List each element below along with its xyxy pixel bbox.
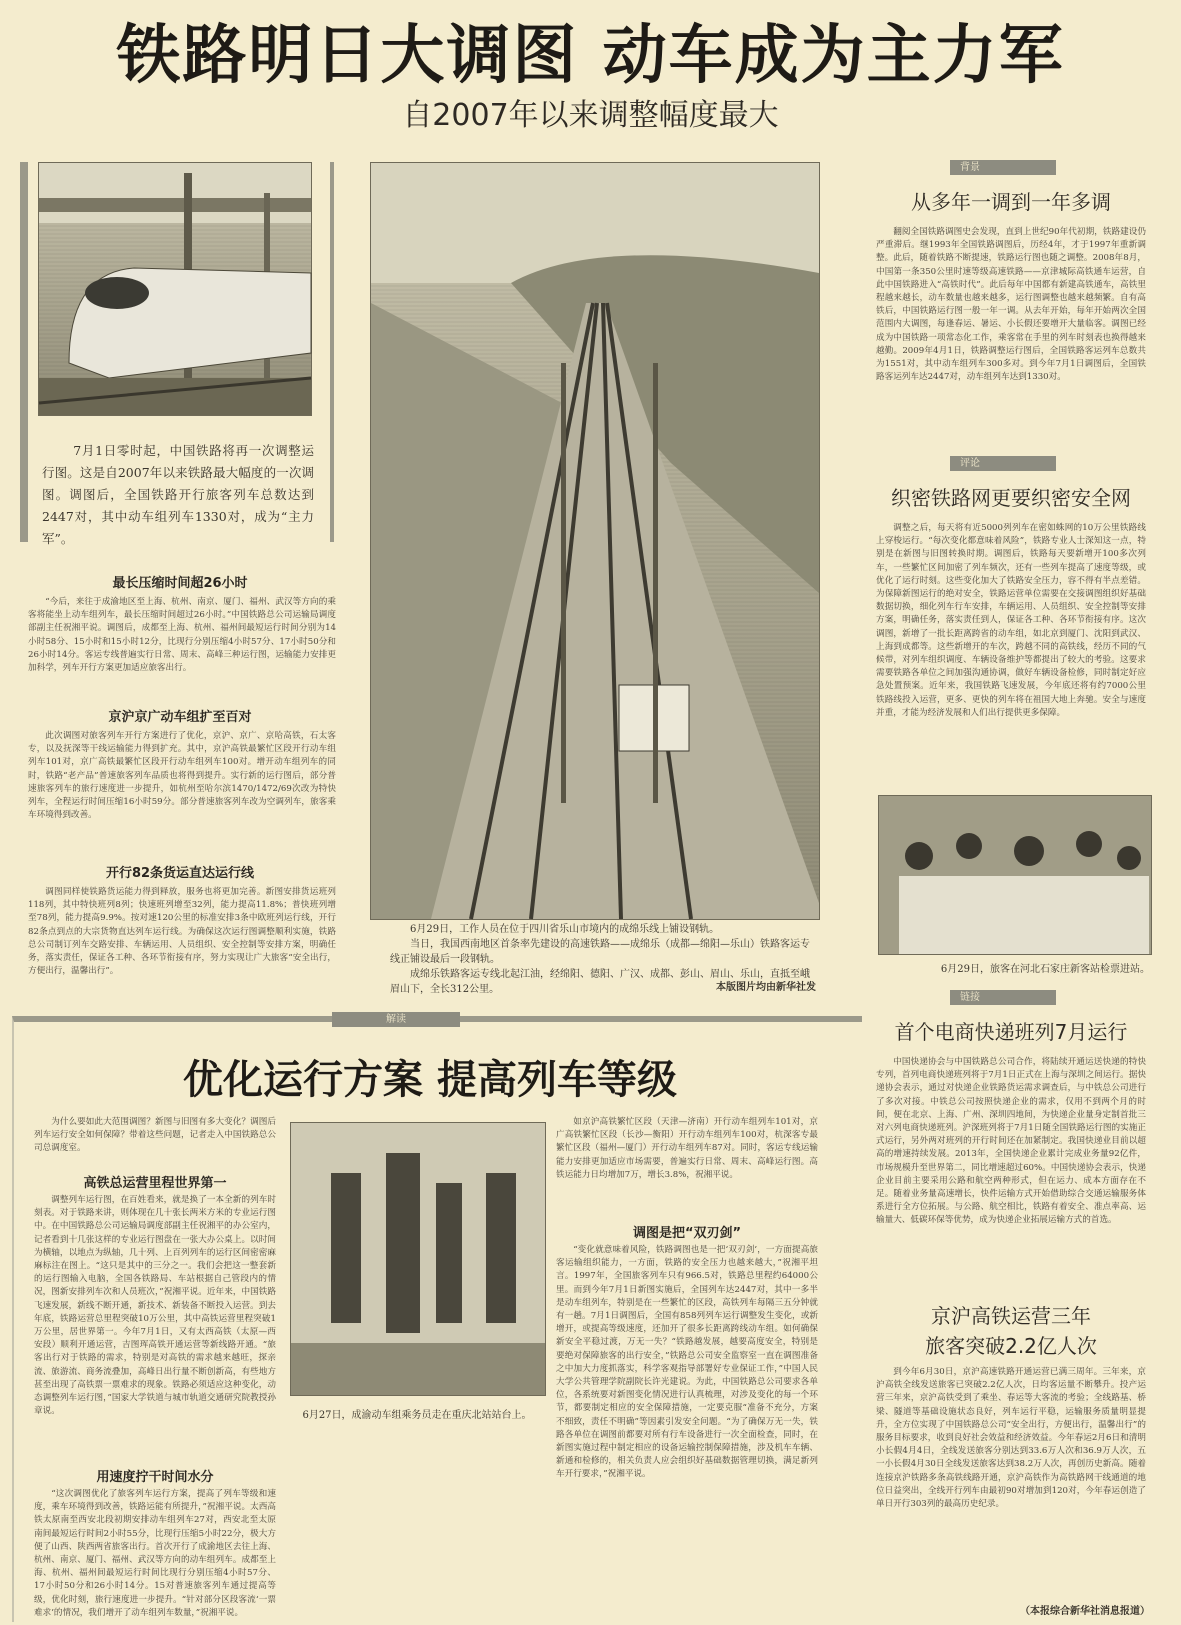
feature-section-title: 调图是把“双刃剑” — [632, 1226, 742, 1241]
train-attendants-illustration — [291, 1123, 545, 1395]
feature-intro: 为什么要如此大范围调图？新图与旧图有多大变化？调图后列车运行安全如何保障？带着这些问题，记者走入中国铁路总公司总调度室。 — [34, 1117, 276, 1154]
passengers-photo — [878, 795, 1152, 955]
section-title: 最长压缩时间超26小时 — [112, 576, 248, 591]
analysis-tag: 解读 — [332, 1012, 460, 1027]
section-body: 调图同样使铁路货运能力得到释放，服务也将更加完善。新图安排货运班列118列，其中特快班列8列；快速班列增至32列，能力提高11.8%；普快班列增至78列，能力提高9.9%。按对速120公里的标准安排3条中欧班列运行线，开行82条点到点的大宗货物直达列车运行线。为确保这次运行图调整顺利实施，铁路总公司制订列车交路安排、车辆运用、人员组织、安全控制等安排方案，明确任务，落实责任，保证各工种、各环节衔接有序，努力实现让广大旅客“安全出行，方便出行，温馨出行”。 — [28, 887, 336, 977]
link-tag: 链接 — [950, 990, 1056, 1005]
link-body: 中国快递协会与中国铁路总公司合作，将陆续开通运送快递的特快专列，首列电商快递班列将于7月1日正式在上海与深圳之间运行。据快递协会表示，通过对快递企业铁路货运需求调查后，与中铁总公司进行了多次对接。中铁总公司按照快递企业的需求，仅用不到两个月的时间，便在北京、上海、广州、深圳四地间，为快递企业量身定制首批三对六列电商快递班列。沪深班列将于7月1日随全国铁路运行图的实施正式运行，另外两对班列的开行时间还在加紧制定。我国快递业目前以超高的增速持续发展。2013年，全国快递企业累计完成业务量92亿件，市场规模升至世界第二，同比增速超过60%。中国快递协会表示，快递企业目前主要采用公路和航空两种形式，但在运力、成本方面存在不足。随着业务量高速增长，快件运输方式开始借助综合交通运输服务体系进行全方位拓展。与公路、航空相比，铁路有着安全、准点率高、运输量大、低碳环保等优势，成为快递企业拓展运输方式的首选。 — [876, 1057, 1146, 1226]
center-photo-caption-2: 当日，我国西南地区首条率先建设的高速铁路——成绵乐（成都—绵阳—乐山）铁路客运专线正铺设最后一段钢轨。 — [390, 939, 810, 965]
section-title: 京沪京广动车组扩至百对 — [108, 710, 252, 725]
right-credit: （本报综合新华社消息报道） — [1020, 1606, 1150, 1617]
attendants-photo-caption: 6月27日，成渝动车组乘务员走在重庆北站站台上。 — [302, 1410, 532, 1421]
train-photo — [38, 162, 312, 416]
center-photo-caption-3: 成绵乐铁路客运专线北起江油，经绵阳、德阳、广汉、成都、彭山、眉山、乐山，直抵至峨眉山下，全长312公里。 — [390, 969, 810, 995]
passengers-photo-caption: 6月29日，旅客在河北石家庄新客站检票进站。 — [940, 964, 1150, 975]
link-title: 首个电商快递班列7月运行 — [894, 1020, 1128, 1044]
photo-credit: 本版图片均由新华社发 — [716, 982, 816, 993]
background-body: 翻阅全国铁路调图史会发现，直到上世纪90年代初期，铁路建设仍严重滞后。继1993年全国铁路调图后，历经4年，才于1997年重新调整。此后，随着铁路不断提速，铁路运行图也随之调整。2008年8月，中国第一条350公里时速等级高速铁路——京津城际高铁通车运营，自此中国铁路进入“高铁时代”。此后每年中国都有新建高铁通车，高铁里程越来越长，动车数量也越来越多，运行图调整也越来越频繁。自有高铁后，中国铁路运行图一般一年一调。从去年开始，每年开始两次全国范围内大调图，每逢春运、暑运、小长假还要增开大量临客。调图已经成为中国铁路一项常态化工作，乘客常在手里的列车时刻表也换得越来越勤。2009年4月1日，铁路调整运行图后，全国铁路客运列车总数共为1551对，其中动车组列车300多对。到今年7月1日调图后，全国铁路客运列车达2447对，动车组列车达到1330对。 — [876, 227, 1146, 383]
feature-title: 优化运行方案 提高列车等级 — [183, 1056, 677, 1103]
high-speed-train-illustration — [39, 163, 311, 415]
center-photo-caption-1: 6月29日，工作人员在位于四川省乐山市境内的成绵乐线上铺设钢轨。 — [410, 924, 720, 935]
highspeed-anniv-title-2: 旅客突破2.2亿人次 — [925, 1334, 1097, 1358]
highspeed-anniv-title-1: 京沪高铁运营三年 — [931, 1304, 1091, 1328]
lead-paragraph: 7月1日零时起，中国铁路将再一次调整运行图。这是自2007年以来铁路最大幅度的一次调图。调图后，全国铁路开行旅客列车总数达到2447对，其中动车组列车1330对，成为“主力军”。 — [42, 443, 314, 546]
attendants-photo — [290, 1122, 546, 1396]
feature-section-body: 调整列车运行图，在百姓看来，就是换了一本全新的列车时刻表。对于铁路来讲，则体现在几十张长两米方米的专业运行图中。在中国铁路总公司运输局调度部副主任祝湘平的办公室内，记者看到十几张这样的专业运行图盘在一张大办公桌上。以时间为横轴，以地点为纵轴，几十列、上百列列车的运行区间密密麻麻标注在图上。“这只是其中的三分之一。我们会把这一整套新的运行图输入电脑，全国各铁路局、车站根据自己管段内的情况，图新安排列车次和人员班次，”祝湘平说。近年来，中国铁路飞速发展，新线不断开通，新技术、新装备不断投入运营。到去年底，铁路运营总里程突破10万公里，其中高铁运营里程突破1万公里，居世界第一。今年7月1日，又有太西高铁（太原—西安段）顺利开通运营，吉图珲高铁开通运营等新线路开通。“旅客出行对于铁路的需求，特别是对高铁的需求越来越旺，探亲流、旅游流、商务流叠加，高峰日出行量不断创新高，有些地方甚至出现了高铁票一票难求的现象。铁路必须适应这种变化，动态调整列车运行图，”国家大学铁道与城市轨道交通研究院教授孙章说。 — [34, 1195, 276, 1417]
highspeed-anniv-body: 到今年6月30日，京沪高速铁路开通运营已满三周年。三年来，京沪高铁全线发送旅客已突破2.2亿人次，日均客运量不断攀升。投产运营三年来，京沪高铁受到了乘坐、春运等大客流的考验；全线路基、桥梁、隧道等基础设施状态良好，列车运行平稳，运输服务质量明显提升，全方位实现了中国铁路总公司“安全出行，方便出行，温馨出行”的服务目标要求，收到良好社会效益和经济效益。今年春运2月6日和清明小长假4月4日，全线发送旅客分别达到33.6万人次和36.9万人次，五一小长假4月30日全线发送旅客达到38.2万人次，再创历史新高。随着连接京沪铁路多条高铁线路开通，京沪高铁作为高铁路网干线通道的地位日益突出，全线开行列车由最初90对增加到120对，今年春运创造了单日开行303列的最高历史纪录。 — [876, 1367, 1146, 1510]
feature-section-body: 如京沪高铁繁忙区段（天津—济南）开行动车组列车101对，京广高铁繁忙区段（长沙—衡阳）开行动车组列车100对，杭深客专最繁忙区段（福州—厦门）开行动车组列车87对。同时，客运专线运输能力安排更加适应市场需要，普遍实行日常、周末、高峰运行图。高铁运能力日均增加7万，增长3.8%，祝湘平说。 — [556, 1117, 818, 1180]
feature-section-body: “这次调图优化了旅客列车运行方案，提高了列车等级和速度，乘车环境得到改善，铁路运能有所提升，”祝湘平说。太西高铁太原南至西安北段初期安排动车组列车27对，西安北至太原南间最短运行时间2小时55分，比现行压缩5小时22分，极大方便了山西、陕西两省旅客出行。首次开行了成渝地区去往上海、杭州、南京、厦门、福州、武汉等方向的动车组列车。成都至上海、杭州、福州间最短运行时间比现行分别压缩4小时57分、17小时50分和26小时14分。15对普速旅客列车通过提高等级，优化时刻，旅行速度进一步提升。“针对部分区段客流‘一票难求’的情况，我们增开了动车组列车数量，”祝湘平说。 — [34, 1489, 276, 1618]
left-frame-bar — [20, 162, 28, 542]
section-body: “今后，来往于成渝地区至上海、杭州、南京、厦门、福州、武汉等方向的乘客将能坐上动车组列车，最长压缩时间超过26小时。”中国铁路总公司运输局调度部副主任祝湘平说。调图后，成都至上海、杭州、福州间最短运行时间分别为14小时58分、15小时和15小时12分，比现行分别压缩4小时57分、17小时50分和26小时14分。客运专线普遍实行日常、周末、高峰三种运行图，运输能力安排更加科学，列车开行方案更加适应旅客出行。 — [28, 597, 336, 674]
feature-section-body: “变化就意味着风险，铁路调图也是一把‘双刃剑’，一方面提高旅客运输组织能力，一方面，铁路的安全压力也越来越大，”祝湘平坦言。1997年，全国旅客列车只有966.5对，铁路总里程约64000公里。而到今年7月1日新图实施后，全国列车达2447对，其中一多半是动车组列车，特别是在一些繁忙的区段，高铁列车每隔三五分钟就有一趟。7月1日调图后，全国有858列列车运行调整发生变化，或新增开，或提高等级速度，还加开了很多长距离跨线动车组。如何确保新安全平稳过渡，万无一失？“铁路越发展，越要高度安全，特别是要绝对保障旅客的出行安全，”铁路总公司安全监察室一直在调图准备之中加大力度抓落实，科学客观指导部署好专业保证工作，”中国人民大学公共管理学院副院长许光建说。为此，中国铁路总公司要求各单位，各系统要对新图变化情况进行认真梳理，对涉及变化的每一个环节，都要制定相应的安全保障措施，一定要克服“准备不充分，方案不细致，责任不明确”等因素引发安全问题。“为了确保万无一失，铁路各单位在调图前都要对所有行车设备进行一次全面检查，同时，在新图实施过程中制定相应的设备运输控制保障措施，涉及机车车辆、新通和检修的，相关负责人应会组织好基础数据管理切换，满足新列车开行要求，”祝湘平说。 — [556, 1245, 818, 1480]
feature-section-title: 用速度拧干时间水分 — [96, 1470, 214, 1485]
commentary-tag: 评论 — [950, 456, 1056, 471]
feature-section-title: 高铁总运营里程世界第一 — [83, 1176, 227, 1191]
background-title: 从多年一调到一年多调 — [911, 190, 1111, 214]
background-tag: 背景 — [950, 160, 1056, 175]
subheadline: 自2007年以来调整幅度最大 — [402, 98, 779, 133]
railway-photo — [370, 162, 820, 920]
crowd-illustration — [879, 796, 1151, 954]
commentary-title: 织密铁路网更要织密安全网 — [891, 486, 1131, 510]
section-title: 开行82条货运直达运行线 — [105, 866, 255, 881]
commentary-body: 调整之后，每天将有近5000列列车在密如蛛网的10万公里铁路线上穿梭运行。“每次变化都意味着风险”，铁路专业人士深知这一点，特别是在新图与旧图转换时期。调图后，铁路每天要新增开100多次列车，一些繁忙区间加密了列车频次，还有一些列车提高了速度等级，或优化了运行时刻。这些变化加大了铁路安全压力，容不得有半点差错。为保障新图运行的绝对安全，铁路运营单位需要在交接调图组织好基础数据切换，细化列车行车安排，车辆运用、人员组织、安全控制等安排方案，明确任务，落实责任到人，保证各工种、各环节衔接有序。这次调图，新增了一批长距离跨省的动车组，如北京到厦门、沈阳到武汉、上海到成都等。这些新增开的车次，跨越不同的高铁线，经历不同的气候带，对列车组织调度、车辆设备维护等都提出了较大的考验。这要求需要铁路各单位之间加强沟通协调，做好车辆设备检修，同时制定好应急处置预案。近年来，我国铁路飞速发展，今年底还将有约7000公里铁路线投入运营，更多、更快的列车将在祖国大地上奔驰。安全与速度并重，才能为经济发展和人们出行提供更多保障。 — [876, 523, 1146, 718]
headline: 铁路明日大调图 动车成为主力军 — [116, 19, 1065, 93]
left-frame-bar-right — [330, 162, 334, 542]
section-body: 此次调图对旅客列车开行方案进行了优化，京沪、京广、京哈高铁，石太客专，以及抚深等干线运输能力得到扩充。其中，京沪高铁最繁忙区段开行动车组列车101对，京广高铁最繁忙区段开行动车组列车100对。增开动车组列车的同时，铁路“老产品”普速旅客列车品质也将得到提升。实行新的运行图后，部分普速旅客列车的旅行速度进一步提升，如杭州至哈尔滨1470/1472/69次改为特快列车，全程运行时间压缩16小时59分。部分普速旅客列车改为空调列车，旅客乘车环境得到改善。 — [28, 731, 336, 821]
railway-track-illustration — [371, 163, 819, 919]
